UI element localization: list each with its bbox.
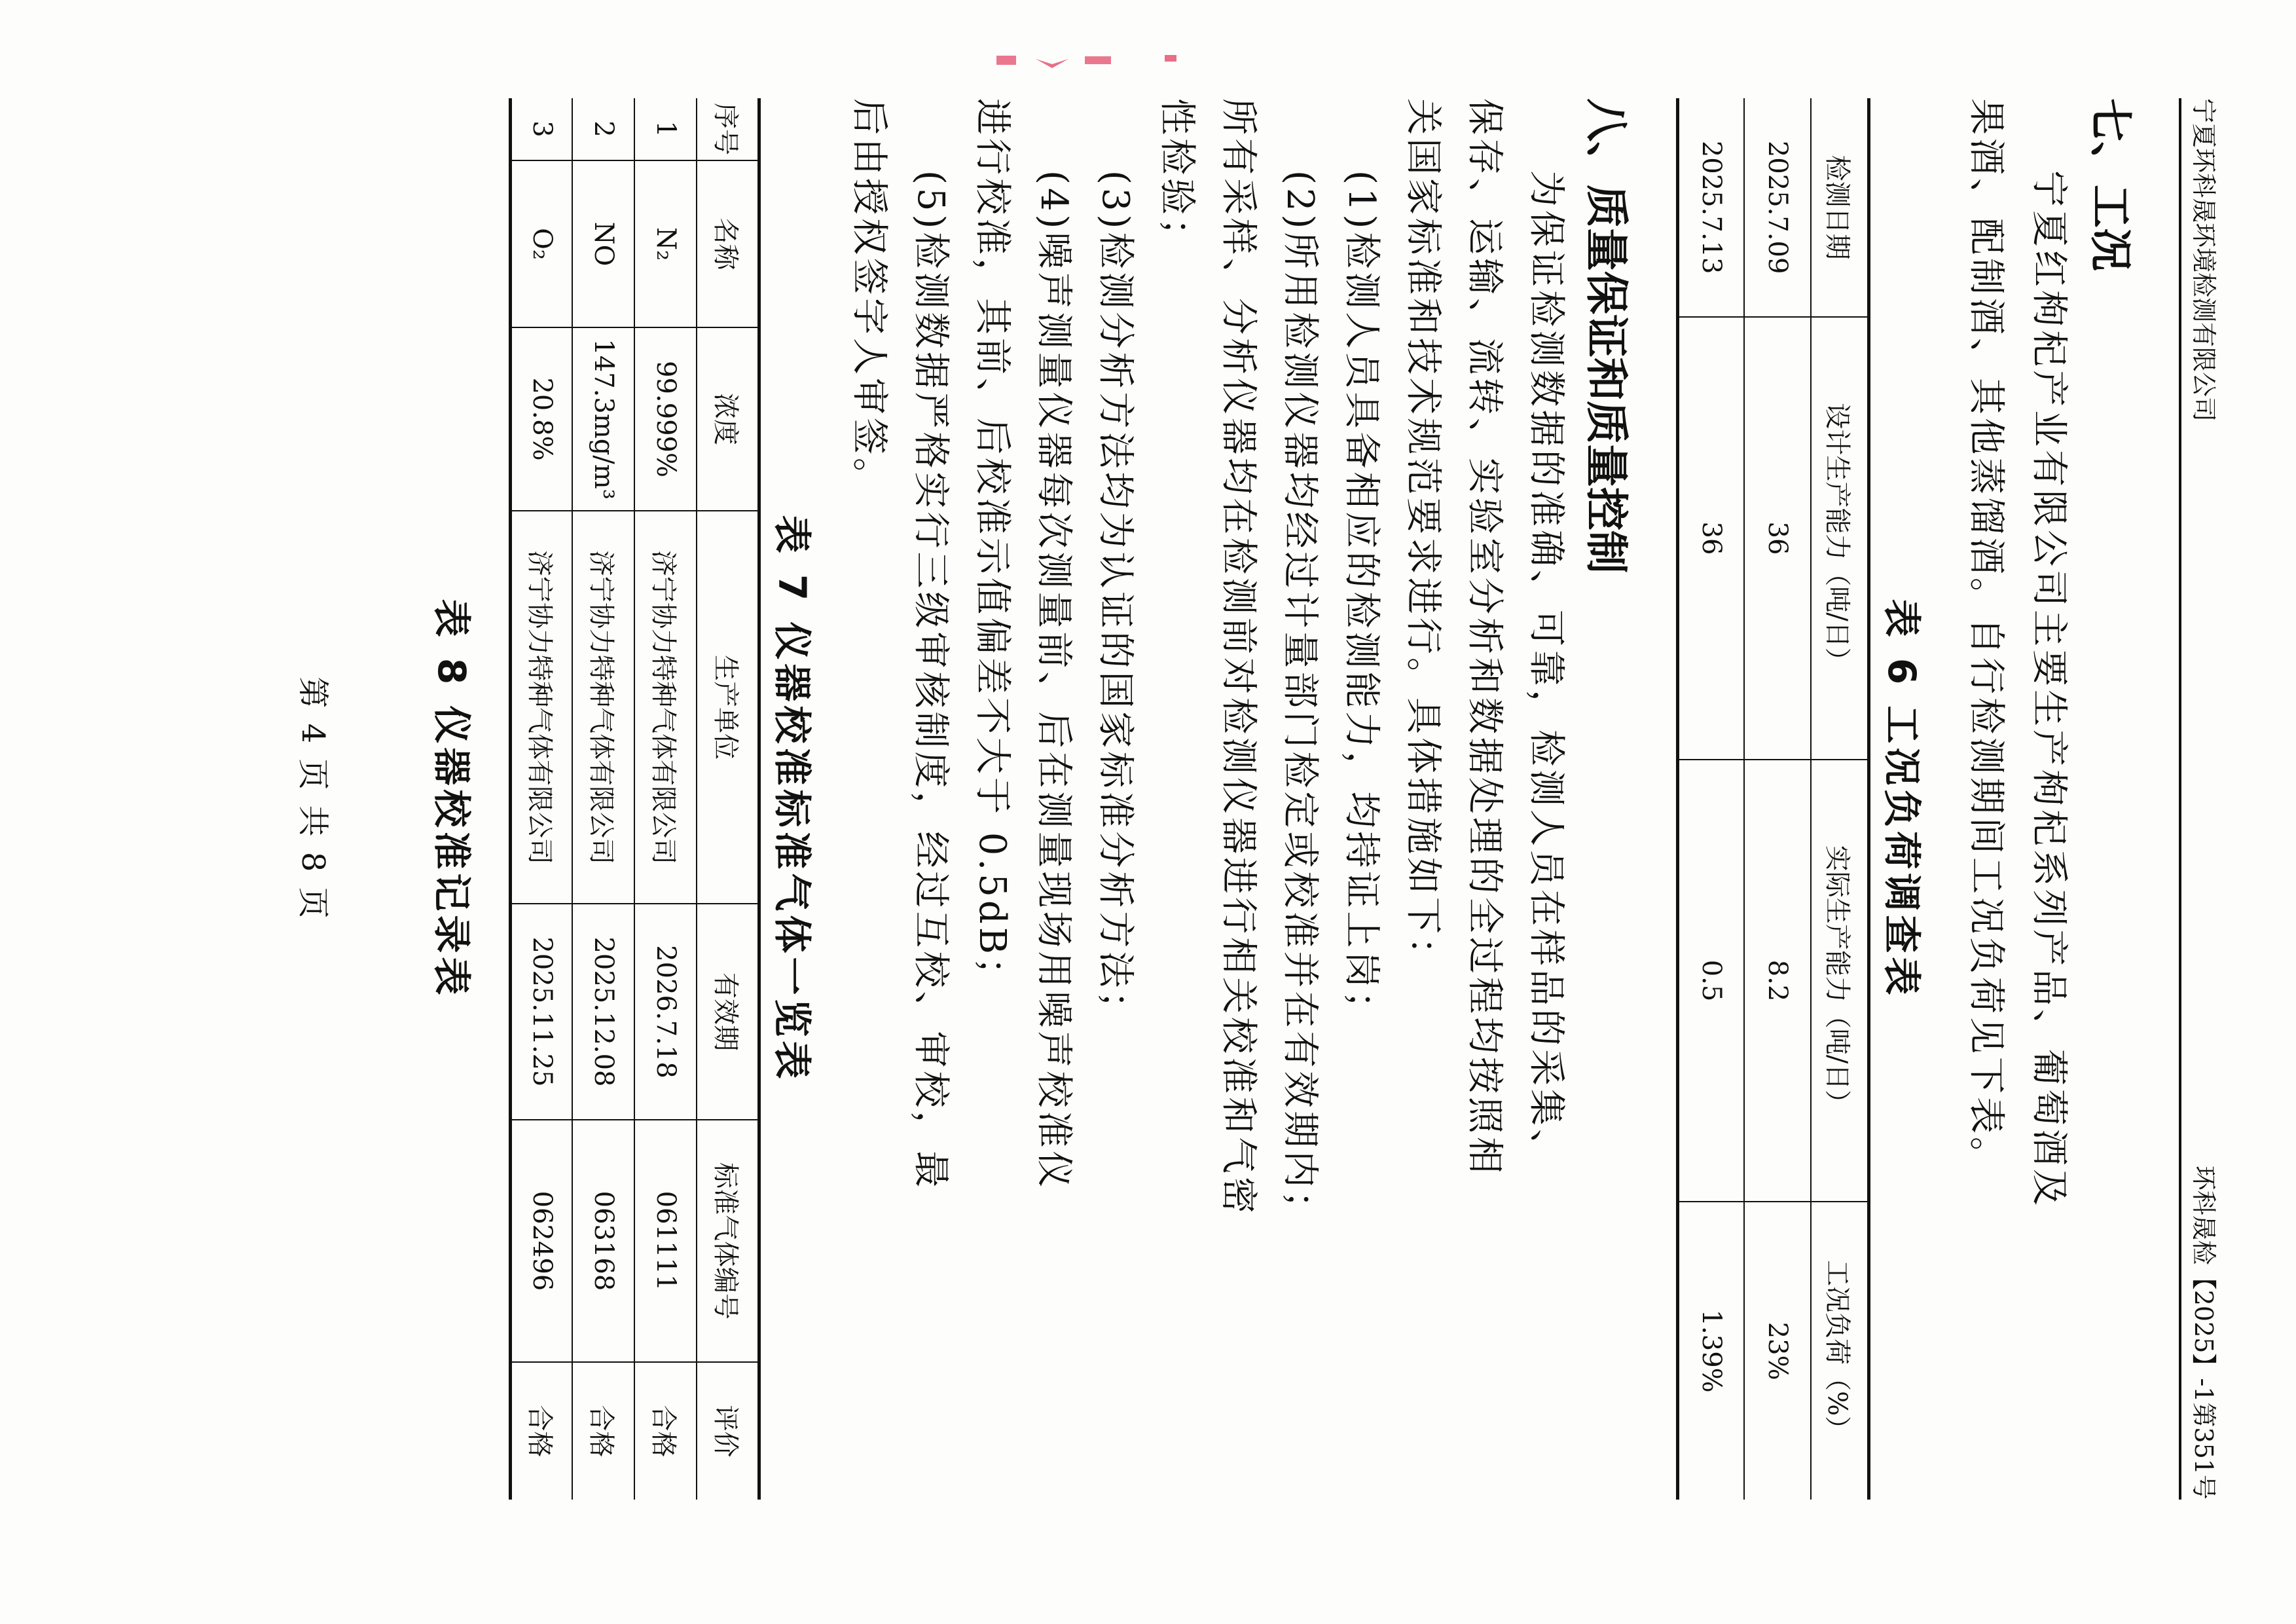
measure-item-2-line-3: 性检验； [1156, 98, 1198, 258]
section-7-title: 七、工况 [2085, 98, 2136, 271]
page-number: 第 4 页 共 8 页 [295, 676, 331, 921]
table-cell: 合格 [573, 1362, 635, 1500]
table-7-header-concentration: 浓度 [697, 327, 759, 511]
table-cell: 1.39% [1678, 1202, 1745, 1500]
table-cell: 济宁协力特种气体有限公司 [511, 511, 573, 904]
table-7-header-name: 名称 [697, 160, 759, 327]
measure-item-2-line-1: (2)所用检测仪器均经过计量部门检定或校准并在有效期内； [1279, 170, 1321, 1231]
table-8-caption: 表 8 仪器校准记录表 [429, 599, 474, 999]
table-cell: 147.3mg/m³ [573, 327, 635, 511]
measure-item-4-line-2: 进行校准，其前、后校准示值偏差不大于 0.5dB； [971, 98, 1013, 997]
table-6-caption: 表 6 工况负荷调查表 [1880, 599, 1924, 999]
table-cell: 2 [573, 98, 635, 160]
measure-item-5-line-2: 后由授权签字人审签。 [848, 98, 890, 498]
measure-item-4-line-1: (4)噪声测量仪器每次测量前、后在测量现场用噪声校准仪 [1032, 170, 1075, 1191]
header-report-number: 环科晟检【2025】-1第351号 [2189, 1165, 2218, 1500]
table-cell: 2025.12.08 [573, 904, 635, 1120]
table-cell: 0.5 [1678, 760, 1745, 1202]
table-6 [1676, 98, 1870, 1500]
table-cell: 36 [1745, 317, 1812, 760]
table-cell: 061111 [635, 1120, 697, 1362]
seal-stamp-icon [987, 46, 1183, 85]
measure-item-3: (3)检测分析方法均为认证的国家标准分析方法； [1094, 170, 1137, 1031]
table-cell: 062496 [511, 1120, 573, 1362]
table-7-header-manufacturer: 生产单位 [697, 511, 759, 904]
table-row [1678, 98, 1745, 1500]
header-divider [2179, 98, 2181, 1500]
measure-item-2-line-2: 所有采样、分析仪器均在检测前对检测仪器进行相关校准和气密 [1217, 98, 1260, 1217]
table-cell: O₂ [511, 160, 573, 327]
table-7-caption: 表 7 仪器校准标准气体一览表 [770, 515, 814, 1083]
section-7-line-1: 宁夏红枸杞产业有限公司主要生产枸杞系列产品、葡萄酒及 [2028, 170, 2070, 1209]
section-8-intro-line-1: 为保证检测数据的准确、可靠，检测人员在样品的采集、 [1525, 170, 1567, 1169]
table-cell: 3 [511, 98, 573, 160]
measure-item-1: (1)检测人员具备相应的检测能力，均持证上岗； [1340, 170, 1383, 1031]
table-cell: 2025.7.13 [1678, 98, 1745, 317]
section-8-intro-line-3: 关国家标准和技术规范要求进行。具体措施如下： [1402, 98, 1444, 977]
header-company: 宁夏环科晟环境检测有限公司 [2189, 98, 2218, 422]
table-cell: NO [573, 160, 635, 327]
table-6-header-date: 检测日期 [1812, 98, 1869, 317]
table-row [573, 98, 635, 1500]
table-cell: 36 [1678, 317, 1745, 760]
table-cell: 2026.7.18 [635, 904, 697, 1120]
section-7-line-2: 果酒、配制酒、其他蒸馏酒。自行检测期间工况负荷见下表。 [1965, 98, 2007, 1177]
table-cell: 济宁协力特种气体有限公司 [635, 511, 697, 904]
table-row [1745, 98, 1812, 1500]
table-cell: 合格 [635, 1362, 697, 1500]
table-6-header-actual-capacity: 实际生产能力（吨/日） [1812, 760, 1869, 1202]
table-7-header-evaluation: 评价 [697, 1362, 759, 1500]
table-cell: 99.999% [635, 327, 697, 511]
measure-item-5-line-1: (5)检测数据严格实行三级审核制度，经过互校、审校，最 [909, 170, 952, 1191]
table-7-header-expiry: 有效期 [697, 904, 759, 1120]
table-cell: 23% [1745, 1202, 1812, 1500]
table-6-header-load: 工况负荷（%） [1812, 1202, 1869, 1500]
table-row [511, 98, 573, 1500]
table-cell: 济宁协力特种气体有限公司 [573, 511, 635, 904]
table-cell: 合格 [511, 1362, 573, 1500]
table-7-header-no: 序号 [697, 98, 759, 160]
section-8-title: 八、质量保证和质量控制 [1581, 98, 1631, 574]
table-cell: 20.8% [511, 327, 573, 511]
table-cell: 2025.7.09 [1745, 98, 1812, 317]
table-row [635, 98, 697, 1500]
table-cell: 1 [635, 98, 697, 160]
table-cell: 063168 [573, 1120, 635, 1362]
section-8-intro-line-2: 保存、运输、流转、实验室分析和数据处理的全过程均按照相 [1463, 98, 1506, 1177]
partial-seal [987, 46, 1183, 85]
table-7 [509, 98, 761, 1500]
table-6-header-design-capacity: 设计生产能力（吨/日） [1812, 317, 1869, 760]
table-7-header-gas-id: 标准气体编号 [697, 1120, 759, 1362]
table-cell: 8.2 [1745, 760, 1812, 1202]
table-cell: 2025.11.25 [511, 904, 573, 1120]
table-cell: N₂ [635, 160, 697, 327]
